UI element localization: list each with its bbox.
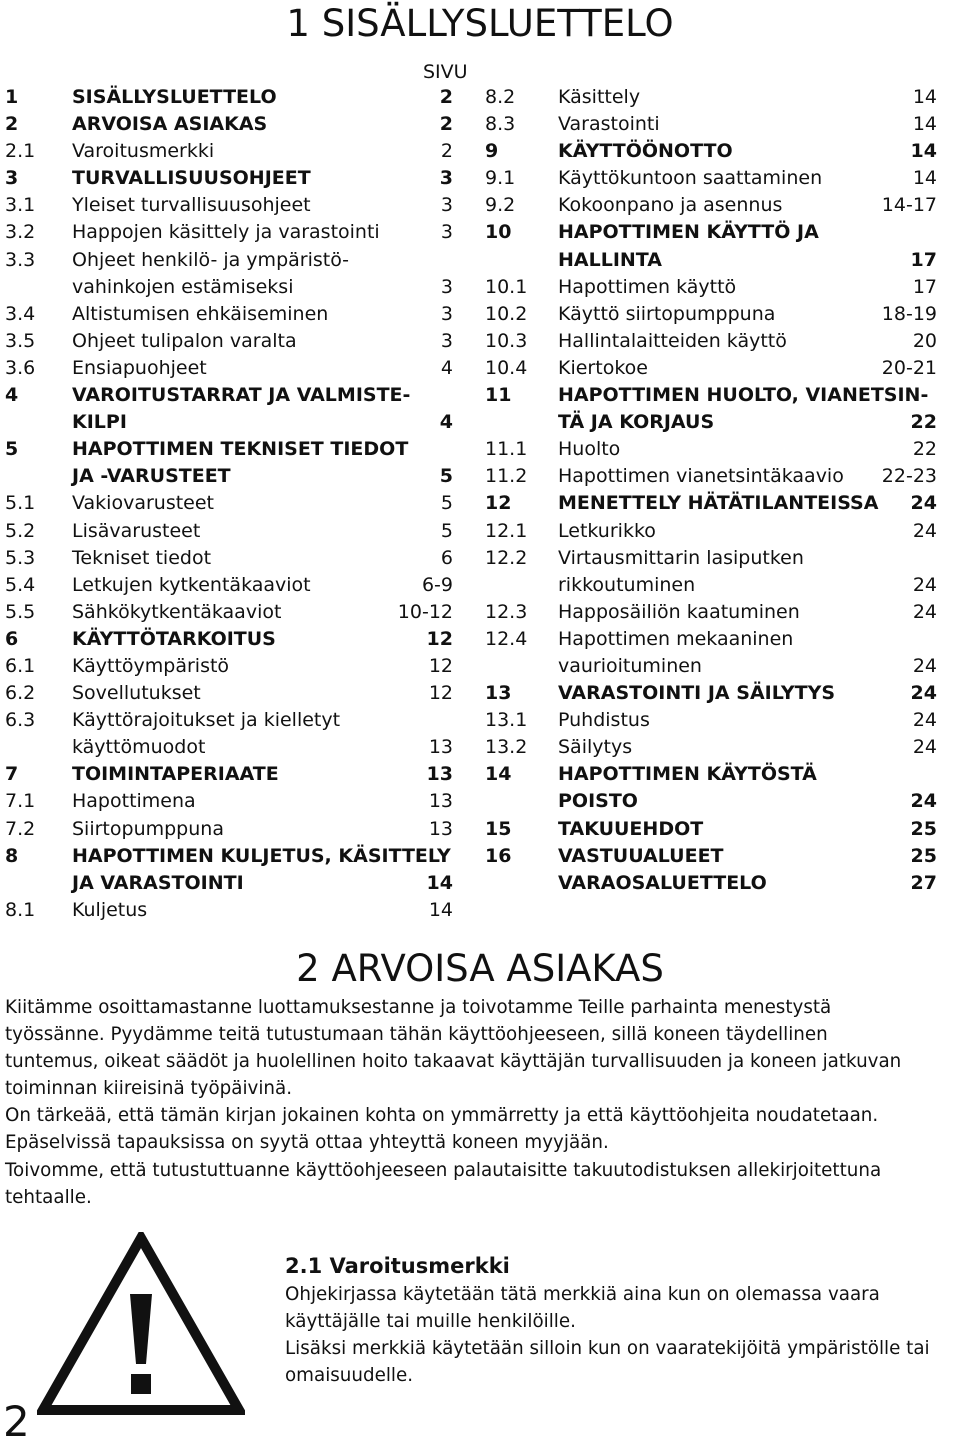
toc-entry-number: 5.5 [5,600,36,623]
toc-entry-page: 20 [912,329,937,352]
toc-entry-title: Yleiset turvallisuusohjeet [72,194,311,217]
toc-entry-number: 3.5 [5,329,36,352]
toc-entry [5,409,453,436]
toc-entry [485,518,937,545]
text-line: Kiitämme osoittamastanne luottamuksestanne ja toivotamme Teille parhainta menestystä [5,997,832,1018]
toc-entry-number: 7.2 [5,817,36,840]
toc-entry [485,138,937,165]
toc-entry-title: vaurioituminen [558,654,702,677]
toc-entry-title: VASTUUALUEET [558,844,724,867]
toc-entry-title: Huolto [558,438,621,461]
toc-entry-number: 1 [5,86,19,108]
toc-entry [485,653,937,680]
toc-entry-page: 3 [440,221,453,244]
toc-entry-title: Säilytys [558,736,633,759]
toc-entry-title: Altistumisen ehkäiseminen [72,302,329,325]
toc-entry-title: SISÄLLYSLUETTELO [72,86,277,108]
toc-entry-page: 3 [439,167,453,190]
toc-entry-number: 7.1 [5,790,36,813]
toc-entry [485,843,937,870]
toc-entry [5,843,453,870]
toc-title: 1 SISÄLLYSLUETTELO [286,2,674,45]
toc-entry-page: 6-9 [421,573,453,596]
toc-entry-page: 25 [910,844,937,867]
toc-entry-page: 13 [428,790,453,813]
toc-entry-page: 5 [439,465,453,488]
toc-entry-page: 12 [426,627,453,650]
toc-entry-title: rikkoutuminen [558,573,696,596]
toc-entry-number: 10.3 [485,329,528,352]
toc-entry-page: 14 [426,871,453,894]
toc-entry-title: Ensiapuohjeet [72,356,207,379]
toc-entry [485,382,937,409]
toc-entry-number: 11.2 [485,465,528,488]
toc-entry-page: 3 [440,302,453,325]
toc-entry [5,734,453,761]
toc-entry-title: Virtausmittarin lasiputken [558,546,804,569]
toc-entry-page: 2 [439,113,453,136]
toc-entry-page: 10-12 [397,600,453,623]
toc-entry-page: 25 [910,817,937,840]
toc-entry-page: 18-19 [881,302,937,325]
toc-entry-number: 10.1 [485,275,528,298]
toc-entry-number: 3 [5,167,19,190]
text-line: tuntemus, oikeat säädöt ja huolellinen hoito takaavat käyttäjän turvallisuuden ja koneen jatkuvan [5,1051,902,1073]
toc-entry [5,680,453,707]
toc-entry [5,219,453,246]
toc-entry-title: JA VARASTOINTI [72,871,244,894]
toc-entry-number: 3.2 [5,221,36,244]
toc-entry [485,707,937,734]
toc-entry-page: 4 [440,356,453,379]
toc-entry-title: Ohjeet henkilö- ja ympäristö- [72,248,350,271]
toc-entry-title: Letkujen kytkentäkaaviot [72,573,311,596]
toc-entry-title: VARAOSALUETTELO [558,871,767,894]
toc-entry-number: 6.2 [5,682,36,705]
toc-entry [5,545,453,572]
toc-entry-page: 12 [428,682,453,705]
toc-entry-page: 12 [428,654,453,677]
toc-entry [485,219,937,246]
toc-entry [5,870,453,897]
toc-entry-number: 5.3 [5,546,36,569]
toc-entry [5,111,453,138]
toc-entry-number: 10 [485,221,512,244]
toc-entry [485,816,937,843]
toc-entry-title: VARASTOINTI JA SÄILYTYS [558,682,836,705]
toc-entry [485,274,937,301]
toc-left-column [5,84,453,924]
toc-entry-title: Hallintalaitteiden käyttö [558,329,787,352]
toc-entry-title: POISTO [558,790,638,813]
toc-entry-title: Varastointi [558,113,660,136]
toc-entry-number: 9.1 [485,167,516,190]
toc-entry [485,165,937,192]
toc-entry-title: HAPOTTIMEN HUOLTO, VIANETSIN- [558,384,929,407]
toc-entry-page: 24 [910,790,937,813]
toc-entry-number: 8.2 [485,86,516,108]
toc-entry-number: 12 [485,492,512,515]
toc-entry-title: Letkurikko [558,519,656,542]
toc-entry-number: 15 [485,817,512,840]
toc-entry-number: 12.1 [485,519,528,542]
text-line: omaisuudelle. [285,1365,414,1387]
toc-entry-title: ARVOISA ASIAKAS [72,113,268,136]
toc-entry-title: Käsittely [558,86,641,108]
page-number: 2 [3,1397,30,1446]
toc-entry-number: 6.3 [5,709,36,732]
toc-entry-page: 13 [428,817,453,840]
toc-entry-title: Hapottimen vianetsintäkaavio [558,465,844,488]
toc-entry [5,301,453,328]
toc-entry-title: Ohjeet tulipalon varalta [72,329,297,352]
toc-entry-number: 6 [5,627,19,650]
toc-page-column-header: SIVU [423,61,468,83]
toc-entry [5,626,453,653]
toc-entry [485,572,937,599]
toc-entry [485,328,937,355]
toc-entry-page: 24 [912,573,937,596]
toc-entry-title: TÄ JA KORJAUS [558,411,715,434]
toc-entry-title: Varoitusmerkki [72,140,215,163]
toc-entry-title: Happosäiliön kaatuminen [558,600,800,623]
subsection-text [285,1281,953,1389]
toc-entry-title: TAKUUEHDOT [558,817,704,840]
toc-entry-number: 13.2 [485,736,528,759]
toc-entry-number: 4 [5,384,19,407]
toc-entry [5,707,453,734]
toc-entry-page: 24 [912,519,937,542]
toc-entry-title: Sähkökytkentäkaaviot [72,600,282,623]
toc-entry [5,518,453,545]
text-line: Ohjekirjassa käytetään tätä merkkiä aina kun on olemassa vaara [285,1284,880,1305]
toc-entry [485,788,937,815]
toc-entry-title: HAPOTTIMEN KULJETUS, KÄSITTELY [72,844,451,867]
toc-entry-number: 9 [485,140,499,163]
toc-entry-page: 22 [912,438,937,461]
toc-entry [5,382,453,409]
toc-entry-title: Hapottimen käyttö [558,275,737,298]
toc-entry-page: 5 [440,519,453,542]
toc-entry-page: 14 [910,140,937,163]
text-line: On tärkeää, että tämän kirjan jokainen kohta on ymmärretty ja että käyttöohjeita noudatetaan. [5,1105,879,1127]
toc-entry-page: 24 [910,682,937,705]
toc-entry-title: JA -VARUSTEET [72,465,231,488]
text-line: työssänne. Pyydämme teitä tutustumaan tähän käyttöohjeeseen, sillä koneen täydellinen [5,1024,828,1046]
toc-entry [5,274,453,301]
toc-right-column [485,84,937,897]
toc-entry-number: 5.2 [5,519,36,542]
toc-entry-number: 14 [485,763,512,786]
toc-entry-page: 22 [910,411,937,434]
toc-entry [485,490,937,517]
toc-entry [5,463,453,490]
toc-entry-title: HALLINTA [558,248,662,271]
toc-entry-page: 17 [912,275,937,298]
toc-entry [485,192,937,219]
toc-entry-number: 12.2 [485,546,528,569]
toc-entry-number: 5.4 [5,573,36,596]
toc-entry-number: 3.3 [5,248,36,271]
toc-entry [485,680,937,707]
toc-entry [5,653,453,680]
toc-entry-title: KILPI [72,411,127,434]
toc-entry [485,409,937,436]
text-line: Toivomme, että tutustuttuanne käyttöohjeeseen palautaisitte takuutodistuksen allekirjoitettuna [5,1159,882,1181]
toc-entry-title: Happojen käsittely ja varastointi [72,221,380,244]
toc-entry-page: 14 [912,167,937,190]
toc-entry-title: Sovellutukset [72,682,201,705]
toc-entry-page: 22-23 [881,465,937,488]
toc-entry-page: 3 [440,275,453,298]
toc-entry [485,599,937,626]
toc-entry-page: 14 [912,113,937,136]
toc-entry-number: 3.1 [5,194,36,217]
toc-entry-number: 11 [485,384,512,407]
toc-entry [5,572,453,599]
subsection-title: 2.1 Varoitusmerkki [285,1254,510,1278]
toc-entry [5,599,453,626]
text-line: tehtaalle. [5,1186,92,1208]
toc-entry [5,138,453,165]
toc-entry-title: VAROITUSTARRAT JA VALMISTE- [72,384,411,407]
toc-entry [485,870,937,897]
toc-entry-number: 13.1 [485,709,528,732]
toc-entry-title: Käyttörajoitukset ja kielletyt [72,709,341,732]
toc-entry-number: 11.1 [485,438,528,461]
toc-entry-title: Vakiovarusteet [72,492,214,515]
toc-entry [485,463,937,490]
toc-entry-page: 2 [439,86,453,108]
toc-entry-title: Hapottimen mekaaninen [558,627,794,650]
toc-entry-title: HAPOTTIMEN KÄYTÖSTÄ [558,763,817,786]
toc-entry-number: 2 [5,113,19,136]
toc-entry-title: Lisävarusteet [72,519,201,542]
toc-entry-number: 13 [485,682,512,705]
toc-entry-page: 24 [912,654,937,677]
toc-entry [485,761,937,788]
toc-entry [485,626,937,653]
toc-entry-title: HAPOTTIMEN KÄYTTÖ JA [558,221,819,244]
toc-entry-page: 2 [440,140,453,163]
toc-entry [485,247,937,274]
toc-entry [5,436,453,463]
toc-entry-page: 24 [912,709,937,732]
toc-entry [5,490,453,517]
toc-entry-page: 24 [910,492,937,515]
toc-entry-number: 8.1 [5,898,36,921]
toc-entry-title: Hapottimena [72,790,196,813]
toc-entry-number: 10.4 [485,356,528,379]
toc-entry-number: 8.3 [485,113,516,136]
text-line: Lisäksi merkkiä käytetään silloin kun on vaaratekijöitä ympäristölle tai [285,1338,930,1360]
toc-entry-title: Käyttöympäristö [72,654,230,677]
toc-entry [5,192,453,219]
toc-entry [485,734,937,761]
toc-entry-title: Siirtopumppuna [72,817,224,840]
toc-entry [485,355,937,382]
toc-entry [5,816,453,843]
toc-entry [485,545,937,572]
toc-entry-title: MENETTELY HÄTÄTILANTEISSA [558,492,879,515]
toc-entry [5,247,453,274]
toc-entry-page: 20-21 [881,356,937,379]
toc-entry [5,788,453,815]
toc-entry-title: TOIMINTAPERIAATE [72,763,279,786]
toc-entry [485,84,937,111]
text-line: Epäselvissä tapauksissa on syytä ottaa yhteyttä koneen myyjään. [5,1132,609,1154]
toc-entry-title: HAPOTTIMEN TEKNISET TIEDOT [72,438,409,461]
toc-entry-title: Käyttökuntoon saattaminen [558,167,823,190]
toc-entry [485,436,937,463]
text-line: toiminnan kiireisinä työpäivinä. [5,1078,293,1100]
toc-entry-title: Puhdistus [558,709,650,732]
toc-entry-title: vahinkojen estämiseksi [72,275,294,298]
toc-entry-number: 7 [5,763,19,786]
toc-entry-number: 2.1 [5,140,36,163]
toc-entry-page: 27 [910,871,937,894]
toc-entry [5,355,453,382]
toc-entry-title: Kuljetus [72,898,148,921]
toc-entry-number: 12.4 [485,627,528,650]
toc-entry-number: 9.2 [485,194,516,217]
toc-entry [5,328,453,355]
toc-entry-page: 6 [440,546,453,569]
toc-entry-page: 4 [439,411,453,434]
section-title: 2 ARVOISA ASIAKAS [296,947,664,990]
toc-entry-page: 24 [912,600,937,623]
toc-entry-page: 13 [428,736,453,759]
toc-entry-title: TURVALLISUUSOHJEET [72,167,311,190]
toc-entry-title: Kiertokoe [558,356,648,379]
toc-entry-title: Käyttö siirtopumppuna [558,302,776,325]
toc-entry [5,761,453,788]
toc-entry-number: 12.3 [485,600,528,623]
toc-entry-title: KÄYTTÖÖNOTTO [558,140,733,163]
toc-entry-number: 6.1 [5,654,36,677]
warning-triangle-icon [37,1232,245,1416]
toc-entry-page: 14-17 [881,194,937,217]
toc-entry-page: 14 [912,86,937,108]
toc-entry-number: 5 [5,438,19,461]
toc-entry-page: 14 [428,898,453,921]
intro-text [5,994,955,1211]
toc-entry-page: 3 [440,194,453,217]
toc-entry [485,111,937,138]
text-line: käyttäjälle tai muille henkilöille. [285,1311,576,1333]
toc-entry [5,165,453,192]
toc-entry-page: 5 [440,492,453,515]
toc-entry-number: 16 [485,844,512,867]
toc-entry-number: 5.1 [5,492,36,515]
toc-entry-page: 24 [912,736,937,759]
toc-entry-title: käyttömuodot [72,736,206,759]
toc-entry-page: 3 [440,329,453,352]
toc-entry [485,301,937,328]
toc-entry-number: 10.2 [485,302,528,325]
toc-entry [5,897,453,924]
toc-entry-title: KÄYTTÖTARKOITUS [72,627,276,650]
toc-entry [5,84,453,111]
toc-entry-title: Tekniset tiedot [72,546,212,569]
toc-entry-title: Kokoonpano ja asennus [558,194,783,217]
toc-entry-page: 17 [910,248,937,271]
toc-entry-number: 8 [5,844,19,867]
toc-entry-number: 3.4 [5,302,36,325]
toc-entry-number: 3.6 [5,356,36,379]
toc-entry-page: 13 [426,763,453,786]
